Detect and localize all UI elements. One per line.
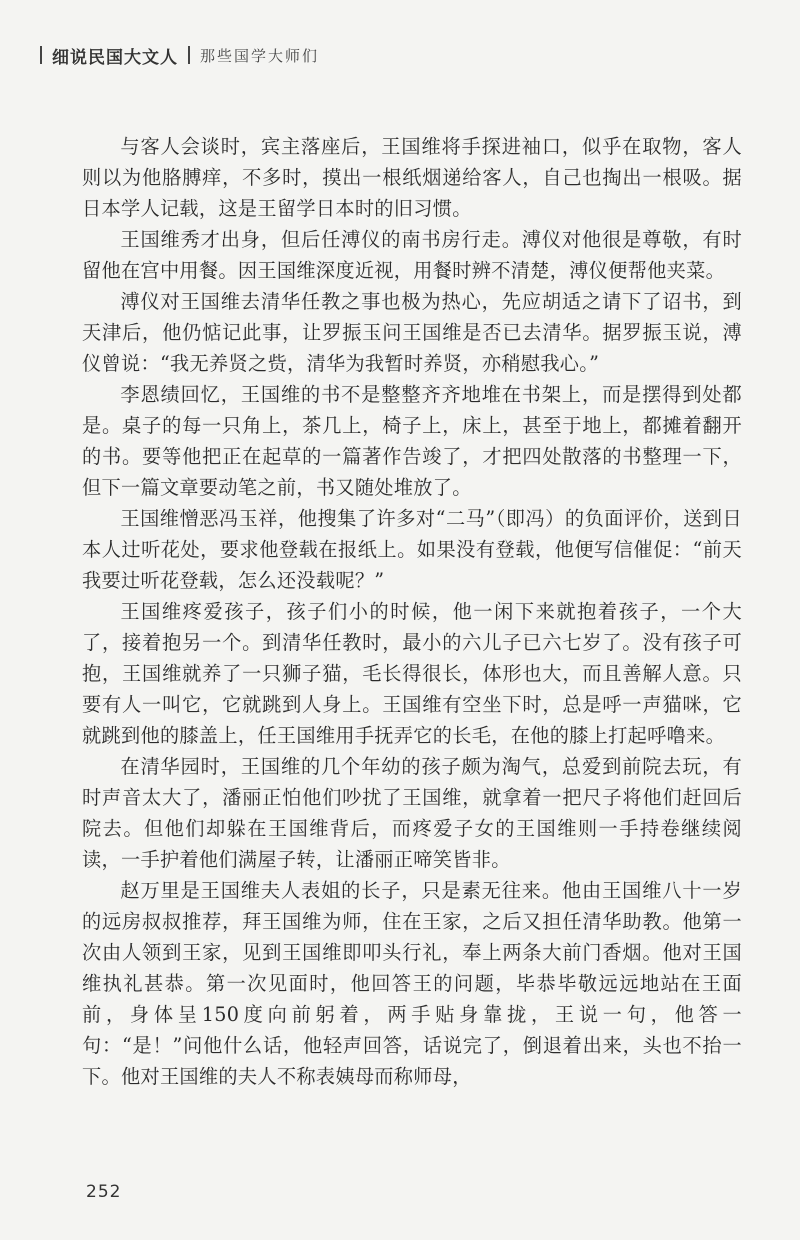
book-title: 细说民国大文人 bbox=[52, 47, 178, 68]
paragraph: 在清华园时，王国维的几个年幼的孩子颇为淘气，总爱到前院去玩，有时声音太大了，潘丽正怕他们吵扰了王国维，就拿着一把尺子将他们赶回后院去。但他们却躲在王国维背后，而疼爱子女的王国维则一手持卷继续阅读，一手护着他们满屋子转，让潘丽正啼笑皆非。 bbox=[82, 755, 742, 871]
paragraph: 溥仪对王国维去清华任教之事也极为热心，先应胡适之请下了诏书，到天津后，他仍惦记此事，让罗振玉问王国维是否已去清华。据罗振玉说，溥仪曾说：“我无养贤之赀，清华为我暂时养贤，亦稍慰我心。” bbox=[82, 290, 742, 375]
header-divider bbox=[40, 46, 42, 64]
body-text bbox=[82, 131, 742, 1092]
running-header bbox=[40, 44, 319, 66]
paragraph: 李恩绩回忆，王国维的书不是整整齐齐地堆在书架上，而是摆得到处都是。桌子的每一只角上，茶几上，椅子上，床上，甚至于地上，都摊着翻开的书。要等他把正在起草的一篇著作告竣了，才把四处散落的书整理一下，但下一篇文章要动笔之前，书又随处堆放了。 bbox=[82, 383, 742, 499]
paragraph: 王国维秀才出身，但后任溥仪的南书房行走。溥仪对他很是尊敬，有时留他在宫中用餐。因王国维深度近视，用餐时辨不清楚，溥仪便帮他夹菜。 bbox=[82, 228, 742, 282]
paragraph: 王国维憎恶冯玉祥，他搜集了许多对“二马”（即冯）的负面评价，送到日本人辻听花处，要求他登载在报纸上。如果没有登载，他便写信催促：“前天我要辻听花登载，怎么还没载呢？” bbox=[82, 507, 742, 592]
paragraph: 与客人会谈时，宾主落座后，王国维将手探进袖口，似乎在取物，客人则以为他胳膊痒，不多时，摸出一根纸烟递给客人，自己也掏出一根吸。据日本学人记载，这是王留学日本时的旧习惯。 bbox=[82, 135, 742, 220]
header-divider bbox=[188, 46, 190, 64]
paragraph: 王国维疼爱孩子，孩子们小的时候，他一闲下来就抱着孩子，一个大了，接着抱另一个。到清华任教时，最小的六儿子已六七岁了。没有孩子可抱，王国维就养了一只狮子猫，毛长得很长，体形也大，而且善解人意。只要有人一叫它，它就跳到人身上。王国维有空坐下时，总是呼一声猫咪，它就跳到他的膝盖上，任王国维用手抚弄它的长毛，在他的膝上打起呼噜来。 bbox=[82, 600, 742, 747]
paragraph: 赵万里是王国维夫人表姐的长子，只是素无往来。他由王国维八十一岁的远房叔叔推荐，拜王国维为师，住在王家，之后又担任清华助教。他第一次由人领到王家，见到王国维即叩头行礼，奉上两条大前门香烟。他对王国维执礼甚恭。第一次见面时，他回答王的问题，毕恭毕敬远远地站在王面前，身体呈150度向前躬着，两手贴身靠拢，王说一句，他答一句：“是！”问他什么话，他轻声回答，话说完了，倒退着出来，头也不抬一下。他对王国维的夫人不称表姨母而称师母， bbox=[82, 879, 742, 1088]
chapter-title: 那些国学大师们 bbox=[200, 46, 320, 65]
page-number: 252 bbox=[86, 1182, 122, 1202]
